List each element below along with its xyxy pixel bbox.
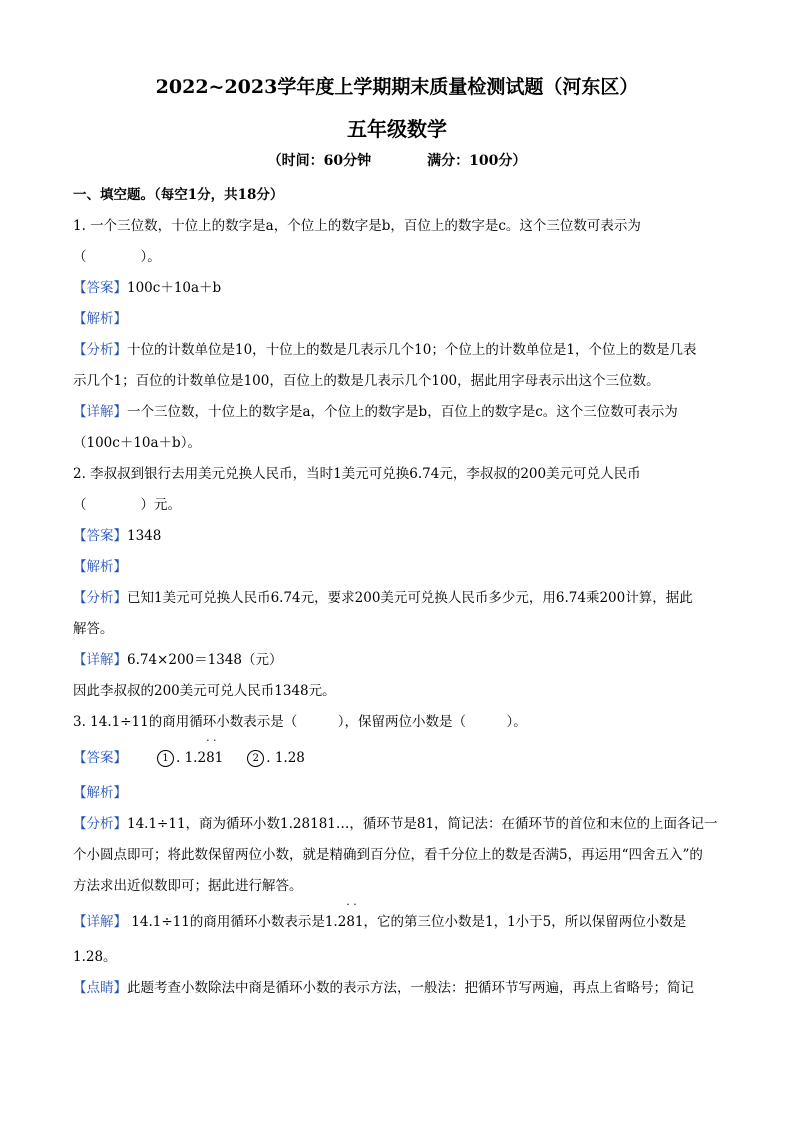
circle-number-2: 2 (247, 750, 264, 767)
q2-fenxi-text1: 已知1美元可兑换人民币6.74元，要求200美元可兑换人民币多少元，用6.74乘200计算，据此 (127, 590, 693, 606)
q2-answer (73, 521, 733, 552)
exam-meta (0, 150, 794, 170)
q1-xiangjie-text1: 一个三位数，十位上的数字是a，个位上的数字是b，百位上的数字是c。这个三位数可表示为 (127, 404, 678, 420)
q3-dianjing-text1: 此题考查小数除法中商是循环小数的表示方法，一般法：把循环节写两遍，再点上省略号；简记 (127, 980, 694, 996)
q1-xiangjie-line2: （100c＋10a＋b）。 (73, 435, 201, 451)
q2-fenxi-line1 (73, 583, 733, 614)
q2-fenxi-line2: 解答。 (73, 621, 114, 637)
q1-stem-line2: （ ）。 (73, 249, 161, 265)
exam-content (73, 180, 733, 1004)
exam-title: 2022~2023学年度上学期期末质量检测试题（河东区） (155, 76, 639, 98)
q2-xiangjie-text1: 6.74×200＝1348（元） (127, 652, 283, 668)
q2-stem-line1: 2. 李叔叔到银行去用美元兑换人民币，当时1美元可兑换6.74元，李叔叔的200美元可兑人民币 (73, 466, 641, 482)
circle-number-1: 1 (157, 750, 174, 767)
q3-jiexi-tag: 【解析】 (73, 785, 127, 801)
q3-stem: 3. 14.1÷11的商用循环小数表示是（ ），保留两位小数是（ ）。 (73, 714, 527, 730)
q3-answer1-prefix: . 1.2 (176, 750, 207, 766)
q3-dianjing-line1 (73, 973, 733, 1004)
q3-fenxi-line2: 个小圆点即可；将此数保留两位小数，就是精确到百分位，看千分位上的数是否满5，再运用“四舍五入”的 (73, 847, 703, 863)
q3-xiangjie-post: ，它的第三位小数是1，1小于5，所以保留两位小数是 (363, 914, 687, 930)
q1-jiexi-tag: 【解析】 (73, 311, 127, 327)
q2-stem-line2: （ ）元。 (73, 497, 181, 513)
q3-xiangjie-line2: 1.28。 (73, 949, 117, 965)
exam-subtitle: 五年级数学 (347, 117, 447, 141)
q3-answer2: . 1.28 (266, 750, 305, 766)
q1-stem-line1: 1. 一个三位数，十位上的数字是a，个位上的数字是b，百位上的数字是c。这个三位数可表示为 (73, 218, 641, 234)
q3-xiangjie-line1 (73, 898, 733, 942)
q1-fenxi-line2: 示几个1；百位的计数单位是100，百位上的数是几表示几个100，据此用字母表示出这个三位数。 (73, 373, 660, 389)
q3-fenxi-line3: 方法求出近似数即可；据此进行解答。 (73, 878, 303, 894)
q1-answer (73, 273, 733, 304)
fenxi-tag: 【分析】 (73, 342, 127, 358)
xiangjie-tag: 【详解】 (73, 914, 127, 930)
exam-time: （时间：60分钟 (267, 153, 372, 169)
section-heading: 一、填空题。（每空1分，共18分） (73, 187, 284, 203)
answer-tag: 【答案】 (73, 750, 127, 766)
q3-xiangjie-repetend (346, 898, 364, 942)
answer-tag: 【答案】 (73, 280, 127, 296)
answer-tag: 【答案】 (73, 528, 127, 544)
q1-xiangjie-line1 (73, 397, 733, 428)
q1-answer-value: 100c＋10a＋b (127, 280, 222, 296)
q3-answer1-repetend (206, 734, 224, 778)
q2-xiangjie-line2: 因此李叔叔的200美元可兑人民币1348元。 (73, 683, 336, 699)
repetend-dots: · · (346, 898, 357, 911)
q3-answer (73, 734, 733, 778)
xiangjie-tag: 【详解】 (73, 404, 127, 420)
dianjing-tag: 【点睛】 (73, 980, 127, 996)
q3-fenxi-text1: 14.1÷11，商为循环小数1.28181…，循环节是81，简记法：在循环节的首位和末位的上面各记一 (127, 816, 718, 832)
q2-answer-value: 1348 (127, 528, 162, 544)
fenxi-tag: 【分析】 (73, 816, 127, 832)
q3-answer1-rep-digits: 81 (206, 750, 224, 766)
q2-xiangjie-line1 (73, 645, 733, 676)
repetend-dots: · · (206, 734, 217, 747)
xiangjie-tag: 【详解】 (73, 652, 127, 668)
q3-xiangjie-rep-digits: 81 (346, 914, 364, 930)
q3-fenxi-line1 (73, 809, 733, 840)
q1-fenxi-line1 (73, 335, 733, 366)
q1-fenxi-text1: 十位的计数单位是10，十位上的数是几表示几个10；个位上的计数单位是1，个位上的数是几表 (127, 342, 697, 358)
fenxi-tag: 【分析】 (73, 590, 127, 606)
exam-score: 满分：100分） (427, 153, 527, 169)
q2-jiexi-tag: 【解析】 (73, 559, 127, 575)
q3-xiangjie-pre: 14.1÷11的商用循环小数表示是1.2 (127, 914, 347, 930)
